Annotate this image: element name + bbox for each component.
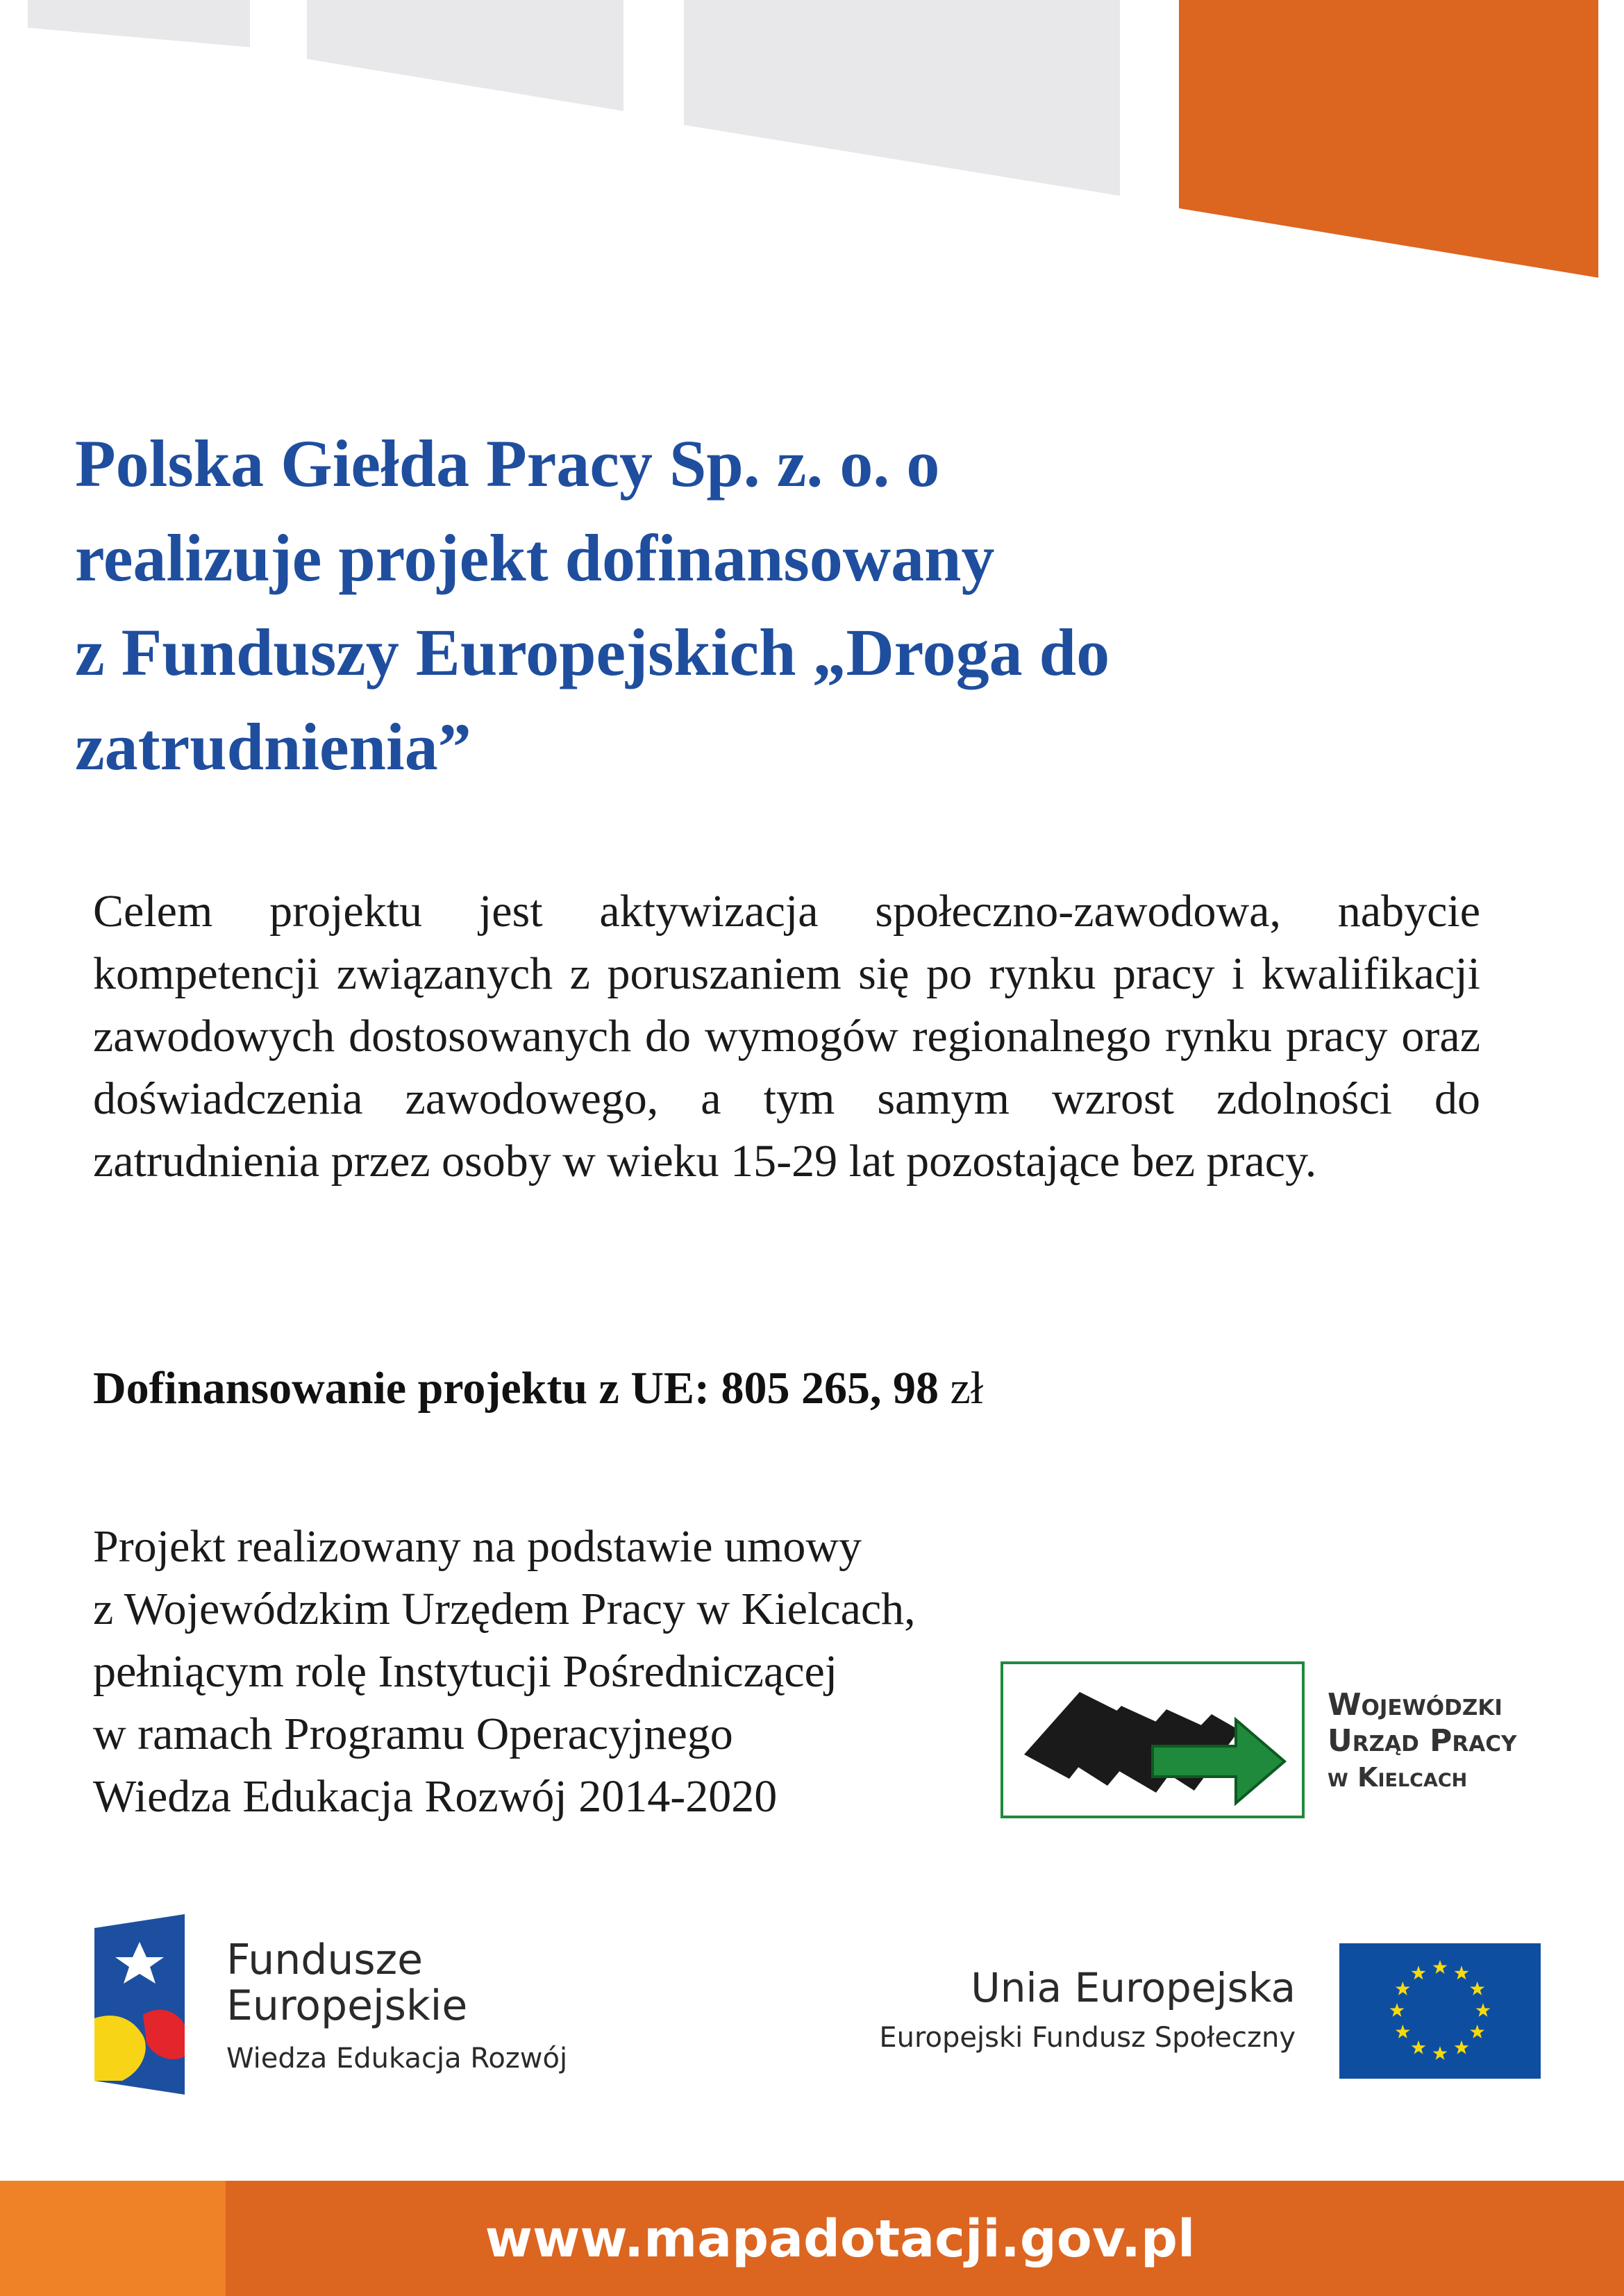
fe-line-1: Fundusze <box>226 1936 424 1984</box>
title-line-1: Polska Giełda Pracy Sp. z. o. o <box>75 426 940 501</box>
wup-arrow-icon <box>1003 1664 1302 1816</box>
deco-grey-block-2 <box>307 0 623 111</box>
ue-logo-subtitle: Europejski Fundusz Społeczny <box>879 2022 1296 2054</box>
header-decoration <box>0 0 1624 292</box>
title-line-3: z Funduszy Europejskich „Droga do <box>75 615 1110 689</box>
funding-label: Dofinansowanie projektu z UE: 805 265, 98 <box>93 1363 939 1414</box>
fundusze-europejskie-flag-icon <box>94 1914 188 2095</box>
wup-logo-text <box>1328 1687 1598 1795</box>
funding-amount <box>93 1357 1412 1420</box>
fe-logo-title <box>226 1937 643 2029</box>
title-line-4: zatrudnienia” <box>75 710 471 784</box>
wup-line-3: w Kielcach <box>1328 1762 1468 1793</box>
funding-currency: zł <box>950 1363 984 1414</box>
deco-orange-block <box>1179 0 1598 278</box>
title-line-2: realizuje projekt dofinansowany <box>75 521 995 595</box>
agreement-line-1: Projekt realizowany na podstawie umowy <box>93 1521 862 1572</box>
page-title <box>75 417 1394 794</box>
agreement-line-4: w ramach Programu Operacyjnego <box>93 1709 733 1759</box>
agreement-line-2: z Wojewódzkim Urzędem Pracy w Kielcach, <box>93 1584 916 1634</box>
agreement-text <box>93 1516 1030 1828</box>
project-description: Celem projektu jest aktywizacja społeczno-zawodowa, nabycie kompetencji związanych z poruszaniem się po rynku pracy i kwalifikacji zawodowych dostosowanych do wymogów regionalnego rynku pracy oraz doświadczenia zawodowego, a tym samym wzrost zdolności do zatrudnienia przez osoby w wieku 15-29 lat pozostające bez pracy. <box>93 886 1480 1187</box>
agreement-line-3: pełniącym rolę Instytucji Pośredniczącej <box>93 1646 838 1697</box>
ue-logo-title: Unia Europejska <box>971 1964 1296 2011</box>
deco-grey-block-3 <box>684 0 1120 196</box>
wup-line-1: Wojewódzki <box>1328 1687 1502 1723</box>
footer-url-link[interactable]: www.mapadotacji.gov.pl <box>485 2209 1196 2269</box>
wup-line-2: Urząd Pracy <box>1328 1723 1517 1759</box>
deco-grey-block-1 <box>28 0 250 47</box>
wup-logo <box>1001 1661 1305 1818</box>
eu-flag-icon <box>1339 1943 1541 2079</box>
fe-logo-subtitle: Wiedza Edukacja Rozwój <box>226 2043 568 2075</box>
fe-line-2: Europejskie <box>226 1981 468 2030</box>
agreement-line-5: Wiedza Edukacja Rozwój 2014-2020 <box>93 1771 778 1822</box>
